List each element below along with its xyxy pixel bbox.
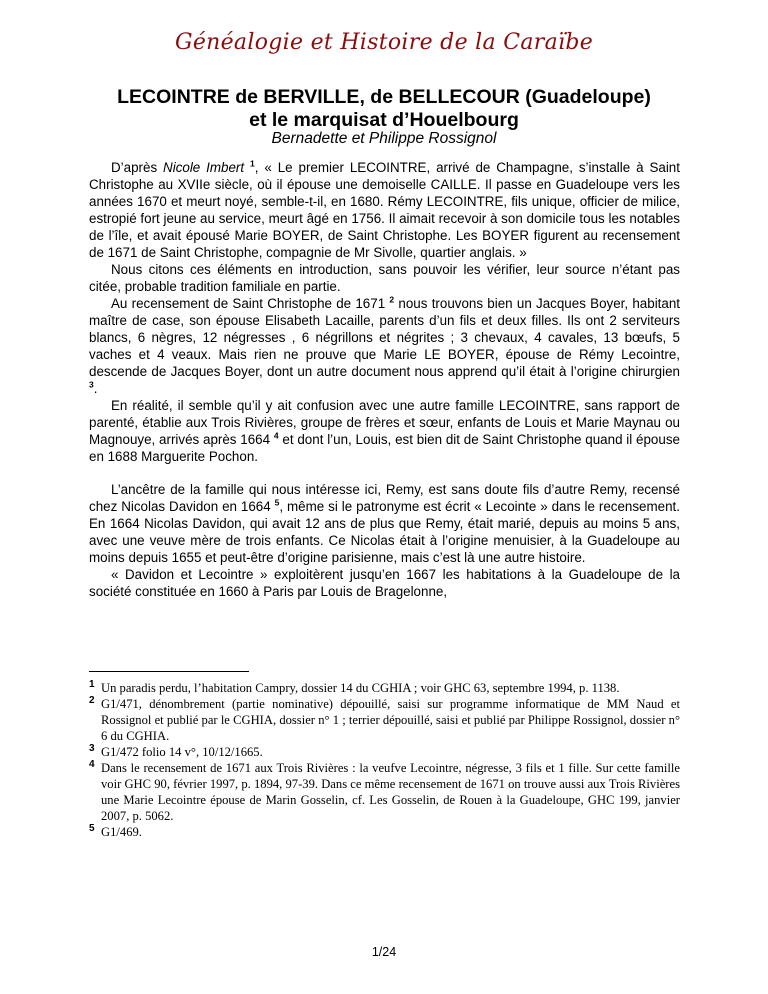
footnote [89,824,680,840]
paragraph-text: Au recensement de Saint Christophe de 1671 [111,296,386,311]
footnotes [89,680,680,840]
footnote [89,680,680,696]
footnote-ref[interactable]: 3 [89,379,94,390]
paragraph-text: nous trouvons bien un Jacques Boyer, habitant maître de case, son épouse Elisabeth Lacaille, parents d’un fils et deux filles. Ils ont 2 serviteurs blancs, 6 nègres, 12 négresses , 6 négrillons et négrites ; 3 chevaux, 4 cavales, 13 bœufs, 5 vaches et 4 veaux. Mais rien ne prouve que Marie LE BOYER, épouse de Rémy Lecointre, descende de Jacques Boyer, dont un autre document nous apprend qu’il était à l’origine chirurgien [89,296,681,379]
article-title [60,86,708,132]
page-number: 1/24 [371,945,397,959]
footnote-ref[interactable]: 5 [274,497,280,508]
paragraph-1 [89,159,680,261]
cited-author: Nicole Imbert [163,160,245,175]
footnote-number: 5 [89,823,95,834]
footnote-ref[interactable]: 4 [273,430,279,441]
footnote-separator [89,671,249,672]
footnote-text: G1/469. [101,825,142,839]
footnote-text: G1/471, dénombrement (partie nominative) dépouillé, saisi sur programme informatique de MM Naud et Rossignol et publié par le CGHIA, dossier n° 1 ; terrier dépouillé, saisi et publié par Philippe Rossignol, dossier n° 6 du CGHIA. [101,697,680,743]
title-line-2: et le marquisat d’Houelbourg [249,109,519,131]
footnote-ref[interactable]: 1 [250,158,255,169]
footnote-ref[interactable]: 2 [389,294,395,305]
paragraph-text: , même si le patronyme est écrit « Lecointe » dans le recensement. En 1664 Nicolas Davidon, qui avait 12 ans de plus que Remy, était marié, depuis au moins 5 ans, avec une veuve mère de trois enfants. Ce Nicolas était à l’origine menuisier, à la Guadeloupe au moins depuis 1655 et peut-être d’origine parisienne, mais c’est là une autre histoire. [89,499,680,565]
footnote-number: 2 [89,695,95,706]
paragraph-2: Nous citons ces éléments en introduction, sans pouvoir les vérifier, leur source n’étant pas citée, probable tradition familiale en partie. [89,262,680,294]
article-authors: Bernadette et Philippe Rossignol [271,130,497,147]
footnote-number: 3 [89,743,95,754]
paragraph-text: D’après [111,160,164,175]
running-header: Généalogie et Histoire de la Caraïbe [174,30,594,55]
footnote-text: G1/472 folio 14 v°, 10/12/1665. [101,745,263,759]
paragraph-5 [89,481,680,566]
paragraph-text: et dont l’un, Louis, est bien dit de Saint Christophe quand il épouse en 1688 Marguerite Pochon. [89,432,680,464]
article-body [89,159,680,600]
paragraph-text: L’ancêtre de la famille qui nous intéresse ici, Remy, est sans doute fils d’autre Remy, recensé chez Nicolas Davidon en 1664 [89,482,680,514]
paragraph-text: . [93,381,98,396]
footnote-number: 4 [89,759,95,770]
paragraph-3 [89,295,680,397]
paragraph-text: En réalité, il semble qu’il y ait confusion avec une autre famille LECOINTRE, sans rapport de parenté, établie aux Trois Rivières, groupe de frères et sœur, enfants de Louis et Marie Maynau ou Magnouye, arrivés après 1664 [89,398,680,447]
footnote [89,696,680,744]
footnote-text: Dans le recensement de 1671 aux Trois Rivières : la veufve Lecointre, négresse, 3 fils et 1 fille. Sur cette famille voir GHC 90, février 1997, p. 1894, 97-39. Dans ce même recensement de 1671 on trouve aussi aux Trois Rivières une Marie Lecointre épouse de Marin Gosselin, cf. Les Gosselin, de Rouen à la Guadeloupe, GHC 199, janvier 2007, p. 5062. [101,761,680,823]
footnote-number: 1 [89,679,95,690]
paragraph-6: « Davidon et Lecointre » exploitèrent jusqu’en 1667 les habitations à la Guadeloupe de la société constituée en 1660 à Paris par Louis de Bragelonne, [89,567,680,599]
paragraph-4 [89,397,680,465]
footnote [89,744,680,760]
footnote-text: Un paradis perdu, l’habitation Campry, dossier 14 du CGHIA ; voir GHC 63, septembre 1994, p. 1138. [101,681,620,695]
paragraph-text: , « Le premier LECOINTRE, arrivé de Champagne, s’installe à Saint Christophe au XVIIe siècle, où il épouse une demoiselle CAILLE. Il passe en Guadeloupe vers les années 1670 et meurt noyé, semble-t-il, en 1680. Rémy LECOINTRE, fils unique, officier de milice, estropié fort jeune au service, meurt âgé en 1756. Il aimait recevoir à son domicile tous les notables de l’île, et avait épousé Marie BOYER, de Saint Christophe. Les BOYER figurent au recensement de 1671 de Saint Christophe, compagnie de Mr Sivolle, quartier anglais. » [89,160,680,260]
title-line-1: LECOINTRE de BERVILLE, de BELLECOUR (Guadeloupe) [117,86,651,108]
footnote [89,760,680,824]
